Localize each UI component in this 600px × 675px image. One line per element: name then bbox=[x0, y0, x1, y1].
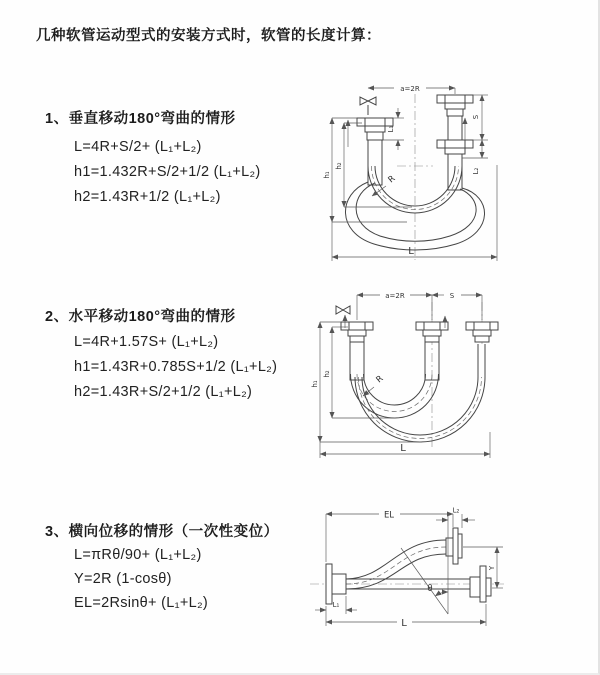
right-pipe-fitting bbox=[466, 322, 498, 342]
dim-label-l2: L₂ bbox=[472, 167, 480, 175]
hose-position-1 bbox=[351, 374, 439, 418]
hose-position-2 bbox=[355, 344, 485, 442]
dim-l2 bbox=[436, 507, 475, 529]
dim-label-length: L bbox=[400, 443, 406, 454]
dim-label-l2: L₂ bbox=[452, 506, 460, 515]
angle-theta bbox=[401, 528, 448, 614]
diagram-horizontal-180 bbox=[310, 282, 580, 467]
dim-travel-s bbox=[432, 292, 482, 320]
dim-length bbox=[326, 604, 486, 629]
section-3-formula-3: EL=2Rsinθ+ (L₁+L₂) bbox=[74, 595, 209, 611]
dim-label-s: S bbox=[472, 114, 480, 120]
section-3-formula-2: Y=2R (1-cosθ) bbox=[74, 571, 172, 587]
valve-icon bbox=[336, 306, 350, 314]
dim-label-el: EL bbox=[383, 510, 395, 521]
dim-label-radius: R bbox=[386, 173, 398, 186]
dim-label-span: a=2R bbox=[385, 292, 405, 300]
left-flange bbox=[326, 564, 346, 604]
page-title: 几种软管运动型式的安装方式时，软管的长度计算： bbox=[36, 28, 381, 44]
section-3-formula-1: L=πRθ/90+ (L₁+L₂) bbox=[74, 547, 202, 563]
dim-span bbox=[357, 292, 432, 320]
left-pipe-fitting bbox=[341, 322, 373, 380]
dim-label-l1: L₁ bbox=[332, 601, 340, 609]
radius-label bbox=[363, 374, 386, 396]
dim-h1 bbox=[311, 322, 422, 442]
dim-label-y: Y bbox=[488, 565, 496, 571]
dim-label-radius: R bbox=[374, 373, 386, 386]
section-1-formula-2: h1=1.432R+S/2+1/2 (L₁+L₂) bbox=[74, 164, 261, 180]
dim-label-h2: h₂ bbox=[323, 370, 331, 378]
diagram-vertical-180 bbox=[312, 70, 580, 268]
section-2-heading: 2、水平移动180°弯曲的情形 bbox=[45, 309, 236, 325]
section-3-heading: 3、横向位移的情形（一次性变位） bbox=[45, 524, 279, 540]
section-1-formula-1: L=4R+S/2+ (L₁+L₂) bbox=[74, 139, 202, 155]
dim-s bbox=[472, 95, 488, 140]
dim-length bbox=[320, 432, 490, 458]
section-2-formula-1: L=4R+1.57S+ (L₁+L₂) bbox=[74, 334, 219, 350]
diagram-lateral-displacement bbox=[300, 500, 600, 662]
dim-l1 bbox=[315, 596, 357, 614]
section-2-formula-2: h1=1.43R+0.785S+1/2 (L₁+L₂) bbox=[74, 359, 278, 375]
section-1-formula-3: h2=1.43R+1/2 (L₁+L₂) bbox=[74, 189, 221, 205]
dim-span bbox=[368, 85, 455, 94]
braided-section bbox=[368, 140, 382, 185]
section-1-heading: 1、垂直移动180°弯曲的情形 bbox=[45, 111, 236, 127]
centerlines bbox=[397, 94, 433, 260]
dim-label-h1: h₁ bbox=[323, 171, 331, 179]
dim-l1 bbox=[383, 108, 404, 150]
right-flange bbox=[470, 566, 491, 602]
section-2-formula-3: h2=1.43R+S/2+1/2 (L₁+L₂) bbox=[74, 384, 253, 400]
dim-label-l1: L₁ bbox=[387, 125, 395, 133]
dim-label-h1: h₁ bbox=[311, 380, 319, 388]
dim-label-span: a=2R bbox=[400, 85, 420, 93]
right-pipe-fitting bbox=[437, 95, 473, 190]
upper-flange bbox=[446, 528, 462, 564]
dim-el bbox=[326, 511, 453, 563]
dim-label-theta: θ bbox=[427, 584, 433, 594]
valve-icon bbox=[360, 97, 376, 115]
dim-label-s: S bbox=[449, 292, 455, 300]
dim-label-length: L bbox=[408, 246, 414, 257]
dim-label-h2: h₂ bbox=[335, 162, 343, 170]
dim-label-length: L bbox=[401, 618, 407, 629]
hose-displaced-position bbox=[346, 540, 446, 589]
